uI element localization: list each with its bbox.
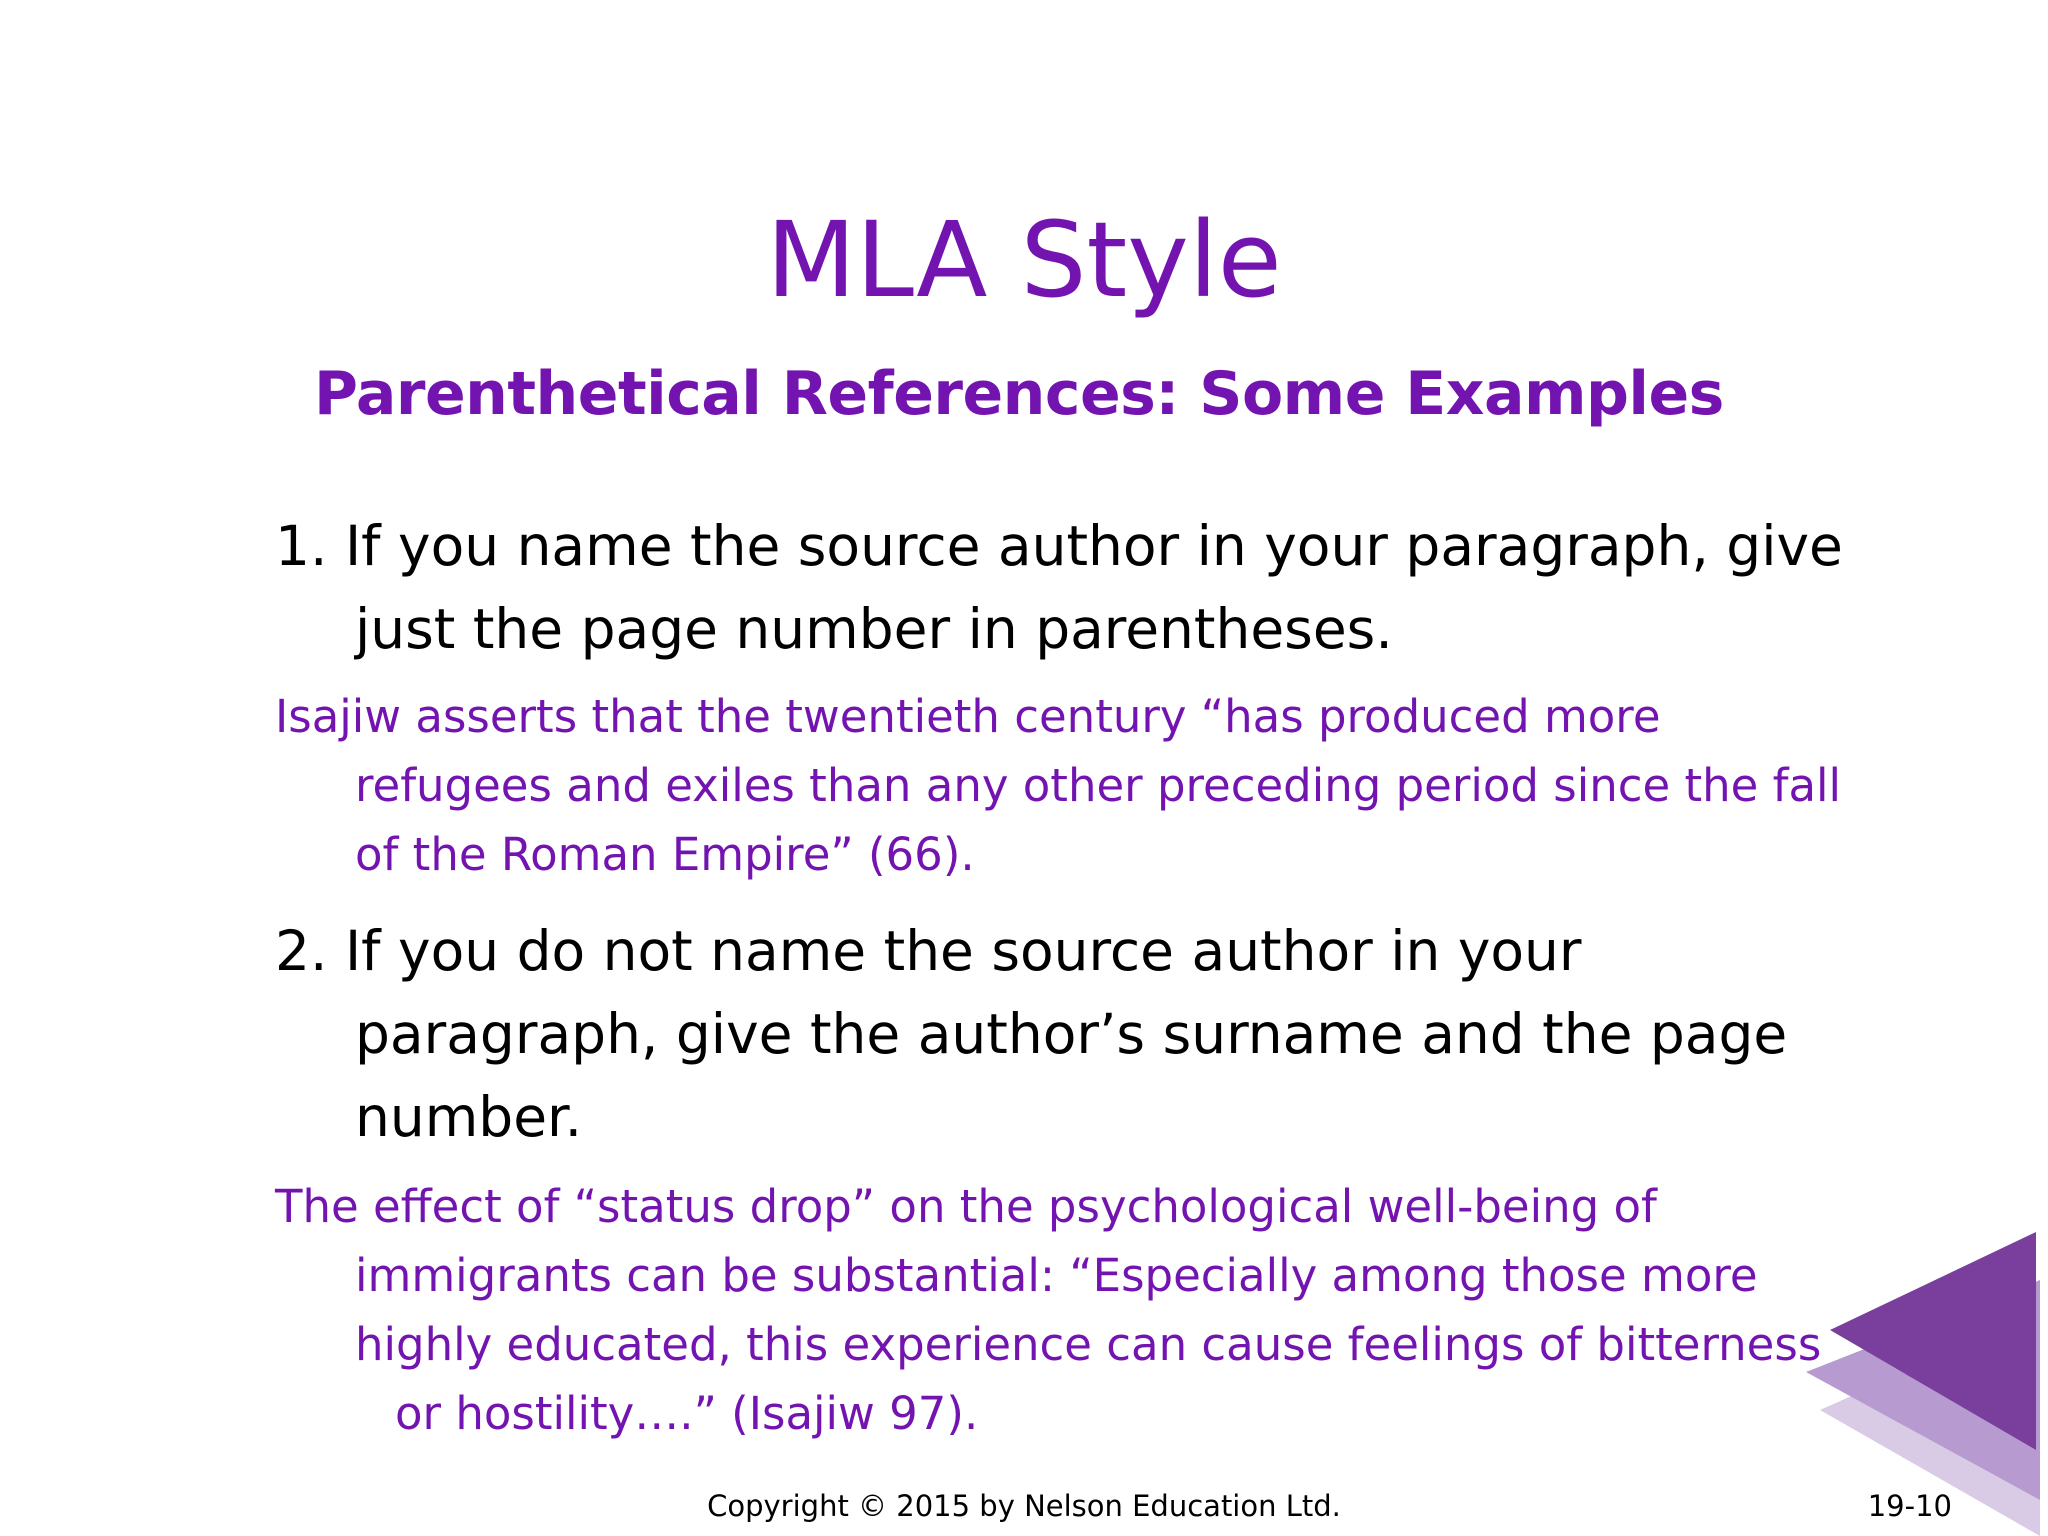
- example-1-line-3: of the Roman Empire” (66).: [355, 828, 975, 881]
- example-2-line-1: The effect of “status drop” on the psychological well-being of: [275, 1180, 1657, 1233]
- rule-2-line-1: 2. If you do not name the source author in your: [275, 919, 1582, 983]
- rule-1-line-2: just the page number in parentheses.: [355, 597, 1393, 661]
- example-1-line-2: refugees and exiles than any other preceding period since the fall: [355, 759, 1842, 812]
- slide-title: MLA Style: [766, 199, 1282, 321]
- example-2: [275, 1172, 1821, 1448]
- example-2-line-2: immigrants can be substantial: “Especially among those more: [355, 1249, 1758, 1302]
- slide-subtitle: Parenthetical References: Some Examples: [314, 359, 1724, 429]
- rule-2-line-2: paragraph, give the author’s surname and the page: [355, 1002, 1788, 1066]
- rule-1-line-1: 1. If you name the source author in your paragraph, give: [275, 514, 1843, 578]
- footer-copyright: Copyright © 2015 by Nelson Education Ltd.: [707, 1489, 1341, 1523]
- rule-1: [275, 505, 1843, 671]
- example-1-line-1: Isajiw asserts that the twentieth century “has produced more: [275, 690, 1661, 743]
- rule-2-line-3: number.: [355, 1085, 583, 1149]
- example-1: [275, 682, 1841, 889]
- example-2-line-4: or hostility….” (Isajiw 97).: [395, 1387, 979, 1440]
- example-2-line-3: highly educated, this experience can cause feelings of bitterness: [355, 1318, 1822, 1371]
- slide-number: 19-10: [1867, 1489, 1952, 1523]
- rule-2: [275, 910, 1787, 1159]
